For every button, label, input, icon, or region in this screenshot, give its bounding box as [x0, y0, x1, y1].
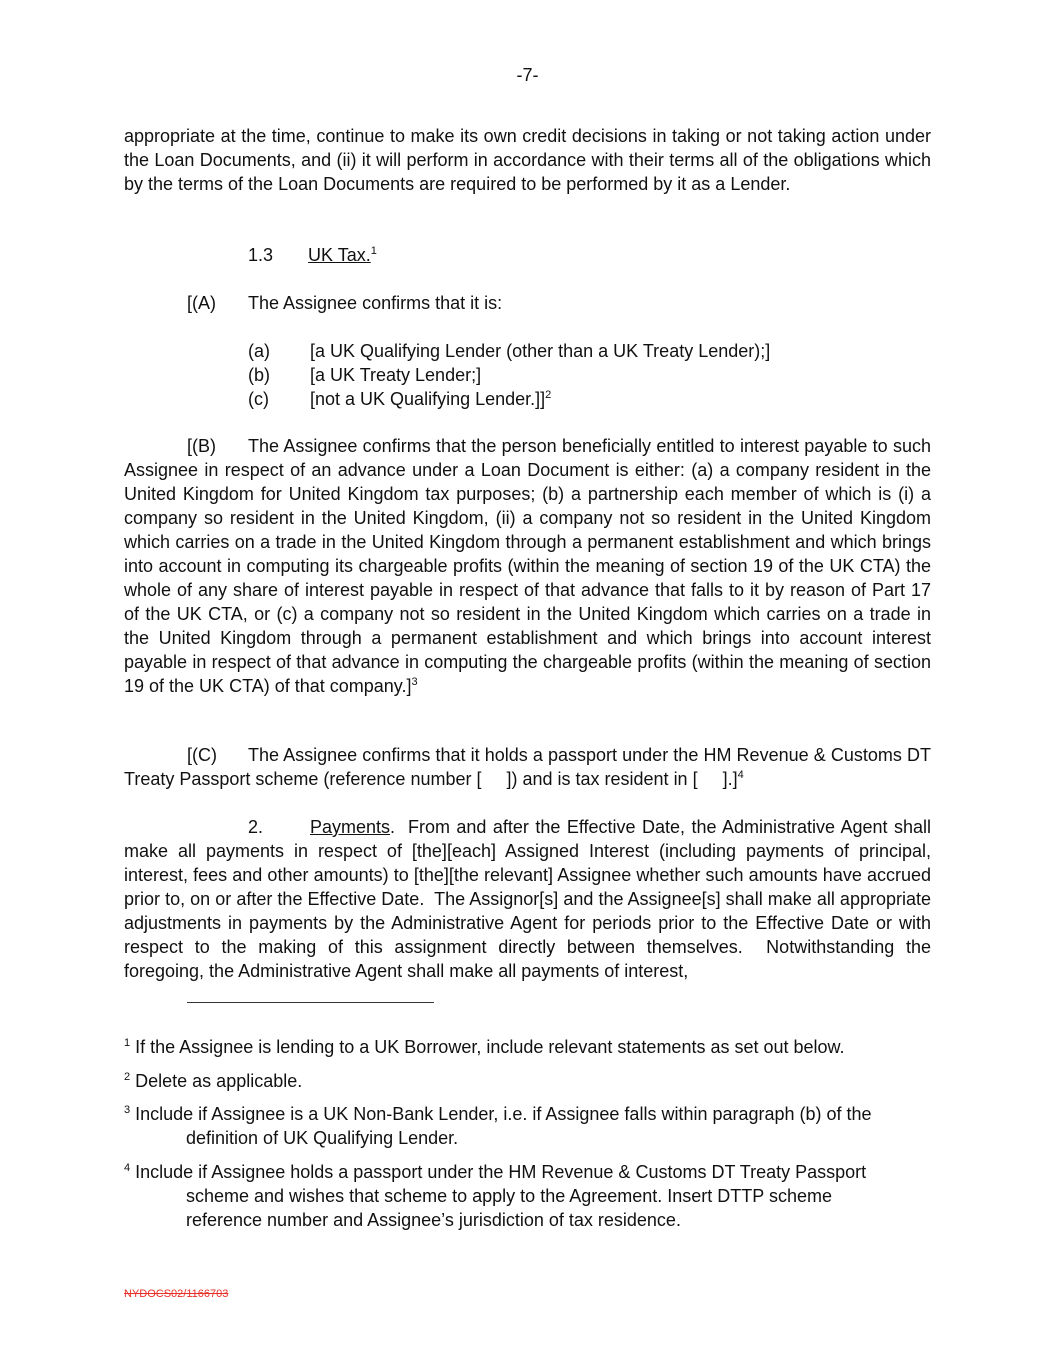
paragraph-a-heading	[187, 291, 502, 315]
footnote-text: If the Assignee is lending to a UK Borrower, include relevant statements as set out below.	[135, 1037, 845, 1057]
footnote-number: 2	[124, 1071, 131, 1083]
paragraph-text: The Assignee confirms that the person beneficially entitled to interest payable to such Assignee in respect of an advance under a Loan Document is either: (a) a company resident in the United Kingdom for United Kingdom tax purposes; (b) a partnership each member of which is (i) a company so resident in the United Kingdom, (ii) a company not so resident in the United Kingdom which carries on a trade in the United Kingdom through a permanent establishment and which brings into account in computing its chargeable profits (within the meaning of section 19 of the UK CTA) the whole of any share of interest payable in respect of that advance that falls to it by reason of Part 17 of the UK CTA, or (c) a company not so resident in the United Kingdom which carries on a trade in the United Kingdom through a permanent establishment and which brings into account interest payable in respect of that advance in computing the chargeable profits (within the meaning of section 19 of the UK CTA) of that company.]	[124, 436, 931, 696]
list-item-label: (b)	[248, 365, 270, 385]
footnote-ref: 2	[545, 389, 552, 401]
section-number: 2.	[248, 817, 264, 837]
footnote-number: 1	[124, 1037, 131, 1049]
list-item	[248, 363, 770, 387]
section-1-3-heading	[248, 243, 377, 267]
footnote-text: Include if Assignee is a UK Non-Bank Lender, i.e. if Assignee falls within paragraph (b) of the	[135, 1104, 872, 1124]
section-title: UK Tax.	[308, 245, 371, 265]
continuation-paragraph: appropriate at the time, continue to make its own credit decisions in taking or not taking action under the Loan Documents, and (ii) it will perform in accordance with their terms all of the obligations which by the terms of the Loan Documents are required to be performed by it as a Lender.	[124, 126, 931, 194]
section-number: 1.3	[248, 245, 274, 265]
footnote-text-continued: scheme and wishes that scheme to apply to the Agreement. Insert DTTP scheme reference number and Assignee’s jurisdiction of tax residence.	[186, 1186, 832, 1230]
footnote-3	[124, 1102, 931, 1150]
footnote-ref: 4	[737, 769, 744, 781]
list-item	[248, 339, 770, 363]
footnote-1	[124, 1035, 931, 1059]
paragraph-label: [(B)	[187, 436, 216, 456]
paragraph-text: The Assignee confirms that it is:	[248, 293, 503, 313]
list-item-label: (c)	[248, 389, 269, 409]
footnote-number: 3	[124, 1104, 131, 1116]
list-item	[248, 387, 770, 411]
footnote-text: Delete as applicable.	[135, 1071, 303, 1091]
footnote-ref: 1	[370, 245, 377, 257]
footnote-number: 4	[124, 1162, 131, 1174]
paragraph-a-list	[248, 339, 770, 411]
footnote-text-continued: definition of UK Qualifying Lender.	[186, 1128, 459, 1148]
footnote-separator	[187, 1002, 434, 1003]
list-item-text: [not a UK Qualifying Lender.]]	[310, 389, 546, 409]
page-number: -7-	[516, 65, 539, 85]
footnote-ref: 3	[411, 676, 418, 688]
footnote-4	[124, 1160, 931, 1232]
section-2-paragraph	[124, 815, 937, 983]
section-title: Payments	[310, 817, 391, 837]
section-text: . From and after the Effective Date, the Administrative Agent shall make all payments in respect of [the][each] Assigned Interest (including payments of principal, interest, fees and other amounts) to [the][the relevant] Assignee whether such amounts have accrued prior to, on or after the Effective Date. The Assignor[s] and the Assignee[s] shall make all appropriate adjustments in payments by the Administrative Agent for periods prior to the Effective Date or with respect to the making of this assignment directly between themselves. Notwithstanding the foregoing, the Administrative Agent shall make all payments of interest,	[124, 817, 937, 981]
footnote-2	[124, 1069, 931, 1093]
footnote-text: Include if Assignee holds a passport under the HM Revenue & Customs DT Treaty Passport	[135, 1162, 867, 1182]
list-item-text: [a UK Qualifying Lender (other than a UK Treaty Lender);]	[310, 341, 771, 361]
list-item-text: [a UK Treaty Lender;]	[310, 365, 482, 385]
paragraph-text: The Assignee confirms that it holds a passport under the HM Revenue & Customs DT Treaty Passport scheme (reference number [ ]) and is tax resident in [ ].]	[124, 745, 936, 789]
document-id: NYDOCS02/1166703	[124, 1288, 229, 1300]
paragraph-label: [(C)	[187, 745, 217, 765]
paragraph-b	[124, 434, 931, 698]
list-item-label: (a)	[248, 341, 270, 361]
paragraph-c	[124, 743, 936, 791]
paragraph-label: [(A)	[187, 293, 216, 313]
